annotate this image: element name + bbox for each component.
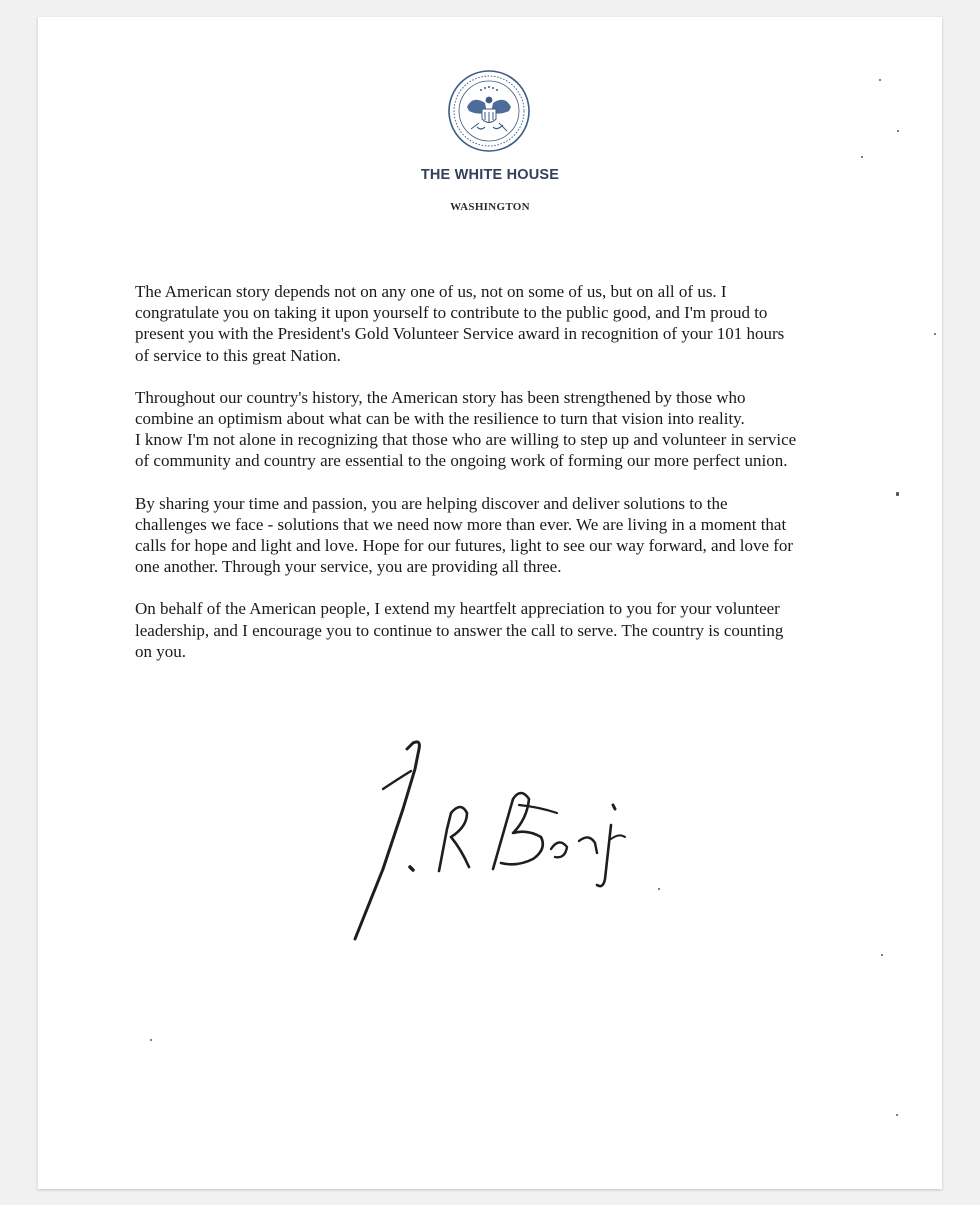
letter-paragraph: On behalf of the American people, I extend my heartfelt appreciation to you for your volunteer leadership, and I encourage you to continue to answer the call to serve. The country is counting on you. (135, 599, 784, 661)
scan-speck (861, 156, 863, 158)
letterhead-subtitle: WASHINGTON (450, 201, 530, 213)
scan-speck (896, 492, 899, 496)
scan-speck (934, 333, 936, 335)
scan-speck (658, 888, 660, 890)
letterhead-title: THE WHITE HOUSE (420, 167, 560, 183)
scan-speck (896, 1114, 898, 1116)
letter-paragraph: Throughout our country's history, the American story has been strengthened by those who combine an optimism about what can be with the resilience to turn that vision into reality. I know I'm not alone in recognizing that those who are willing to step up and volunteer in service of community and country are essential to the ongoing work of forming our more perfect union. (135, 387, 797, 471)
letter-body (135, 281, 855, 683)
scan-speck (881, 954, 883, 956)
letter-paragraph: By sharing your time and passion, you are helping discover and deliver solutions to the challenges we face - solutions that we need now more than ever. We are living in a moment that calls for hope and light and love. Hope for our futures, light to see our way forward, and love for one another. Through your service, you are providing all three. (135, 493, 794, 577)
scan-speck (897, 130, 899, 132)
letter-paragraph: The American story depends not on any one of us, not on some of us, but on all of us. I congratulate you on taking it upon yourself to contribute to the public good, and I'm proud to present you with the President's Gold Volunteer Service award in recognition of your 101 hours of service to this great Nation. (135, 282, 785, 365)
letter-page (38, 17, 942, 1189)
scan-speck (879, 79, 881, 81)
scan-speck (150, 1039, 152, 1041)
handwritten-signature-icon (343, 729, 633, 949)
presidential-seal-icon (447, 69, 531, 153)
